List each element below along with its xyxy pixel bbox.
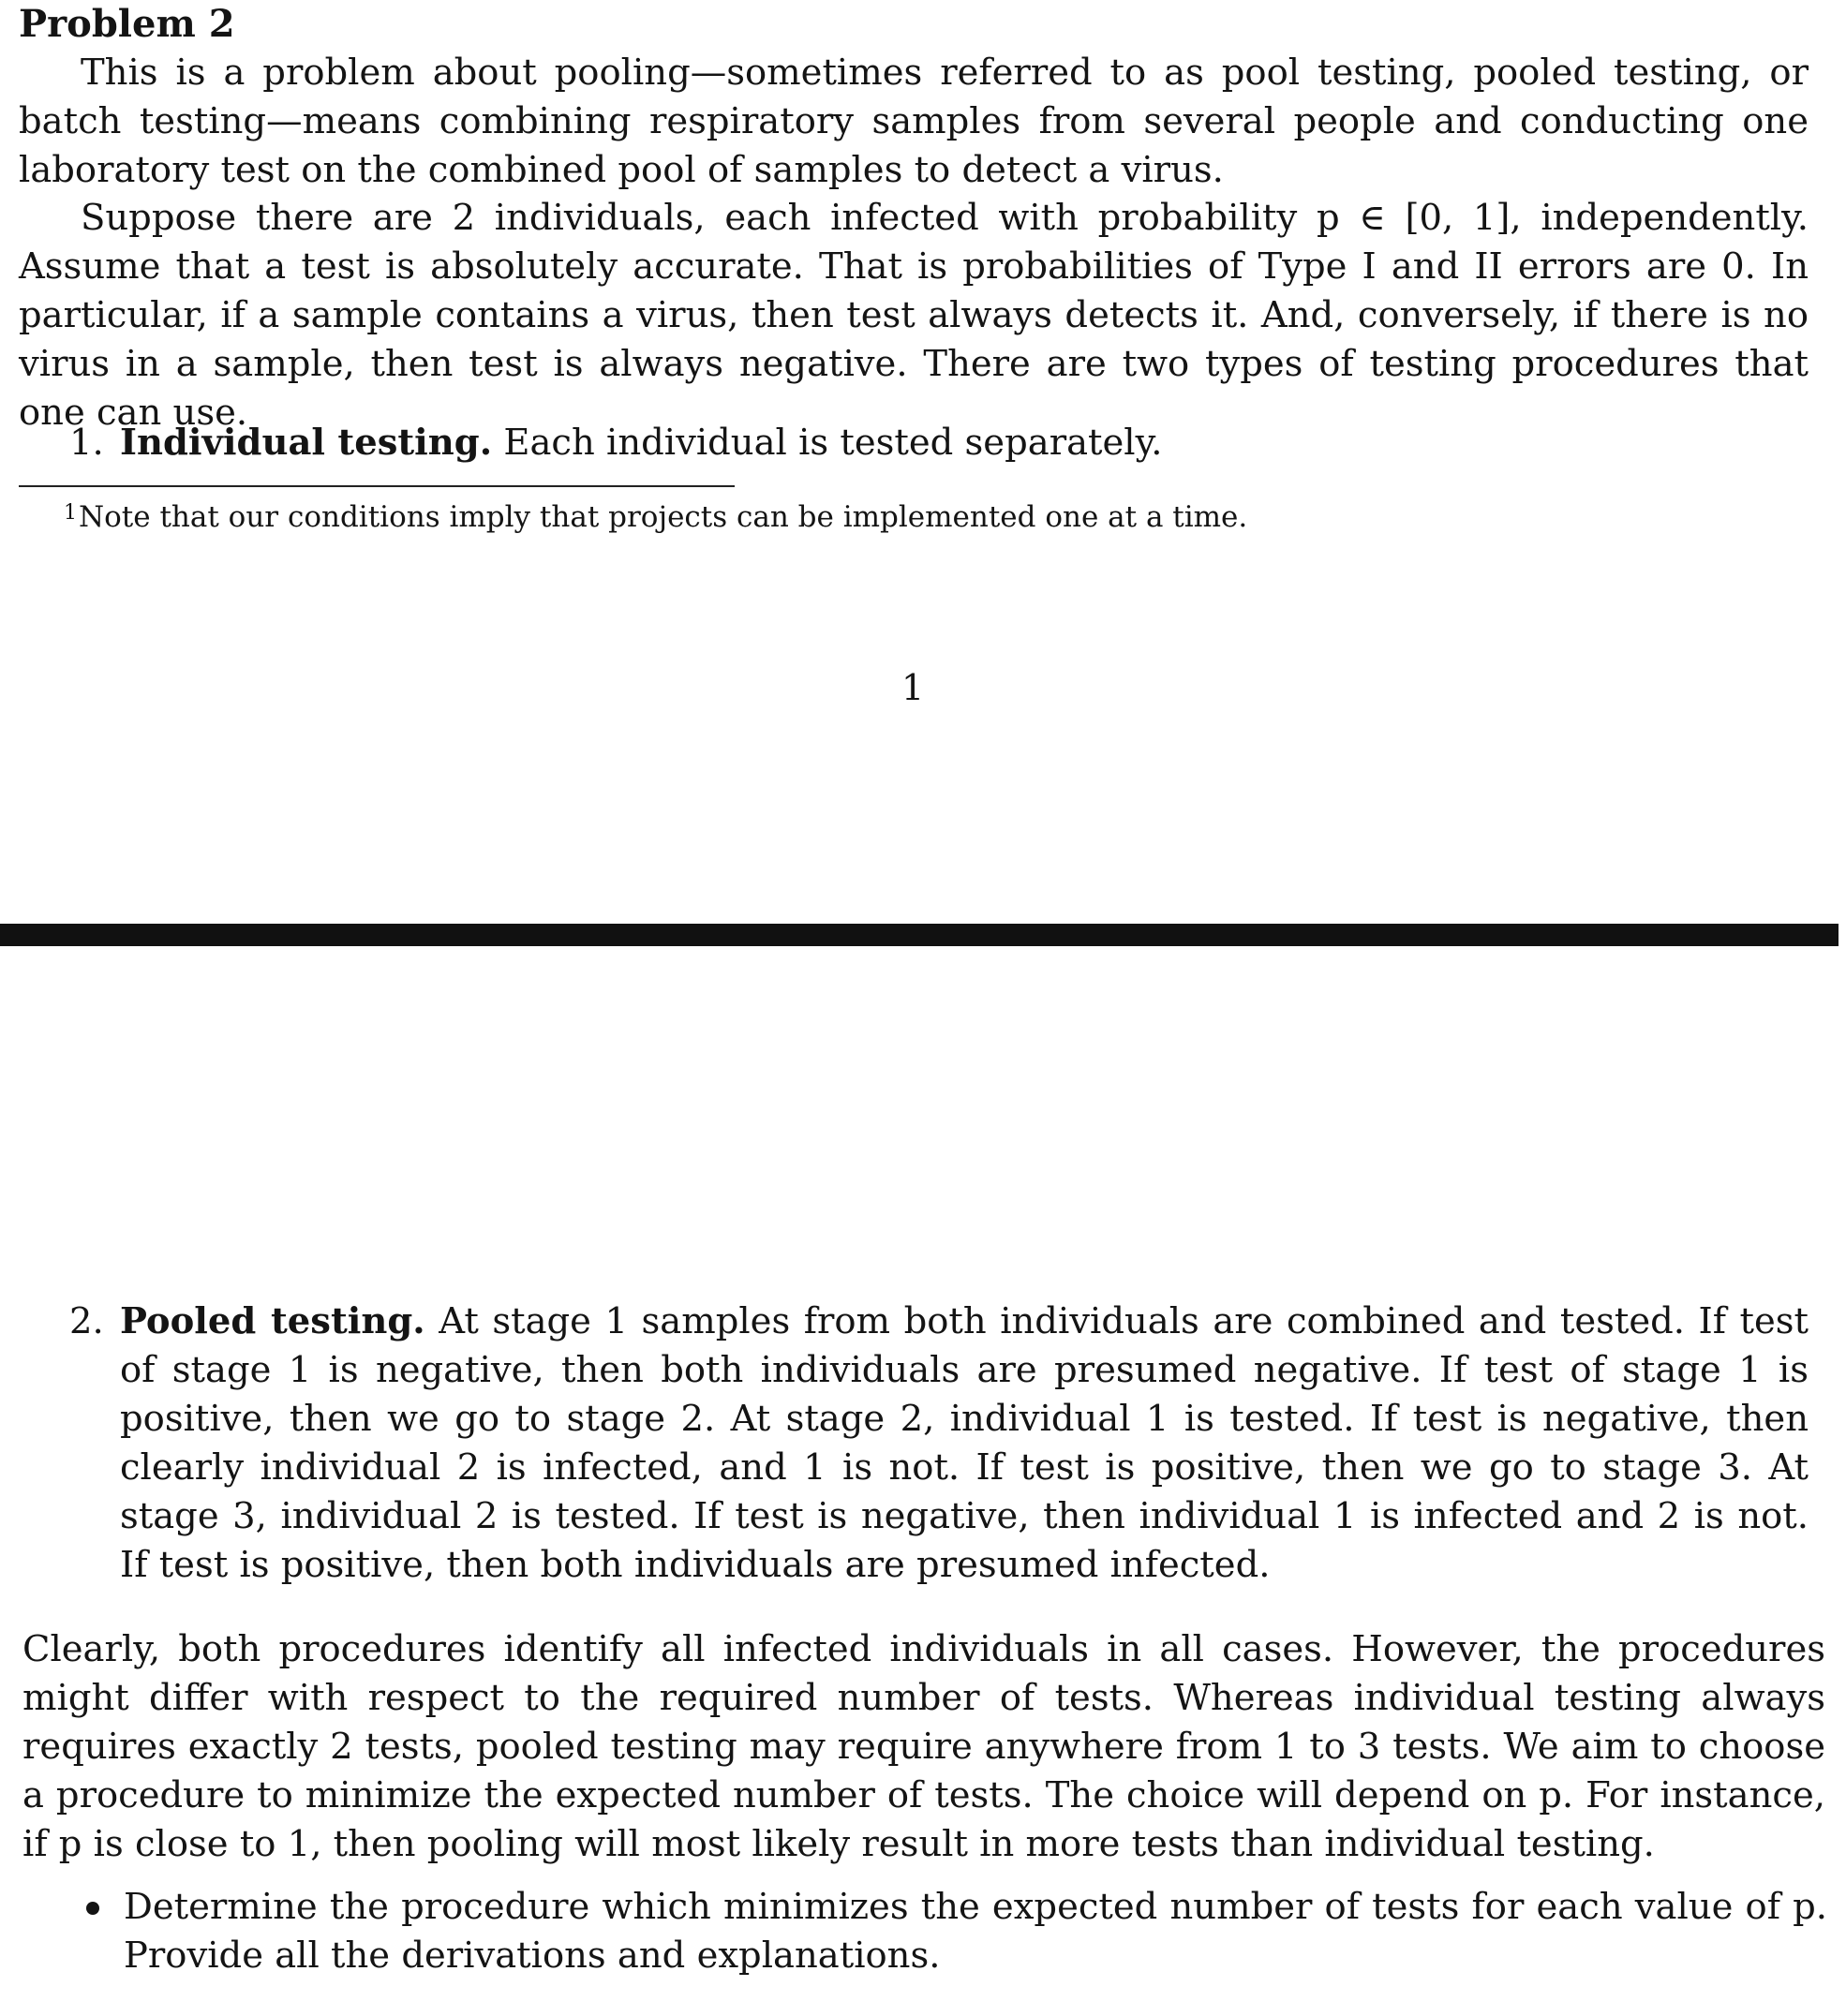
item-heading: Pooled testing.: [120, 1300, 425, 1342]
page-bottom: [0, 946, 1846, 2016]
footnote: [64, 498, 1247, 536]
intro-text: This is a problem about pooling—sometimes referred to as pool testing, pooled testing, or batch testing—means combining respiratory samples from several people and conducting one laboratory test on the combined pool of samples to detect a virus.: [19, 52, 1809, 191]
footnote-rule: [19, 485, 735, 487]
item-heading: Individual testing.: [120, 422, 493, 464]
intro-paragraph: [19, 49, 1809, 195]
page-divider: [0, 924, 1839, 946]
item-text: Each individual is tested separately.: [503, 422, 1163, 464]
item-number: 2.: [69, 1300, 104, 1342]
item-number: 1.: [69, 422, 104, 464]
footnote-text: Note that our conditions imply that projects can be implemented one at a time.: [79, 500, 1248, 534]
page-top: [0, 0, 1846, 923]
list-item-individual-testing: [69, 419, 1807, 467]
bullet-icon: [86, 1902, 99, 1915]
task-bullet-item: Determine the procedure which minimizes the expected number of tests for each value of p. Provide all the derivations and explanations.: [124, 1886, 1827, 1977]
footnote-mark: 1: [64, 501, 77, 525]
conclusion-paragraph: Clearly, both procedures identify all infected individuals in all cases. However, the procedures might differ with respect to the required number of tests. Whereas individual testing always requires exactly 2 tests, pooled testing may require anywhere from 1 to 3 tests. We aim to choose a procedure to minimize the expected number of tests. The choice will depend on p. For instance, if p is close to 1, then pooling will most likely result in more tests than individual testing.: [22, 1628, 1825, 1865]
page-number: 1: [901, 667, 925, 708]
item-text: At stage 1 samples from both individuals are combined and tested. If test of stage 1 is negative, then both individuals are presumed negative. If test of stage 1 is positive, then we go to stage 2. At stage 2, individual 1 is tested. If test is negative, then clearly individual 2 is infected, and 1 is not. If test is positive, then we go to stage 3. At stage 3, individual 2 is tested. If test is negative, then individual 1 is infected and 2 is not. If test is positive, then both individuals are presumed infected.: [120, 1300, 1809, 1586]
problem-title: Problem 2: [19, 2, 235, 46]
setup-text: Suppose there are 2 individuals, each infected with probability p ∈ [0, 1], independently. Assume that a test is absolutely accurate. That is probabilities of Type I and II errors are 0. In particular, if a sample contains a virus, then test always detects it. And, conversely, if there is no virus in a sample, then test is always negative. There are two types of testing procedures that one can use.: [19, 197, 1809, 434]
setup-paragraph: [19, 194, 1809, 437]
list-item-pooled-testing: [69, 1297, 1809, 1590]
